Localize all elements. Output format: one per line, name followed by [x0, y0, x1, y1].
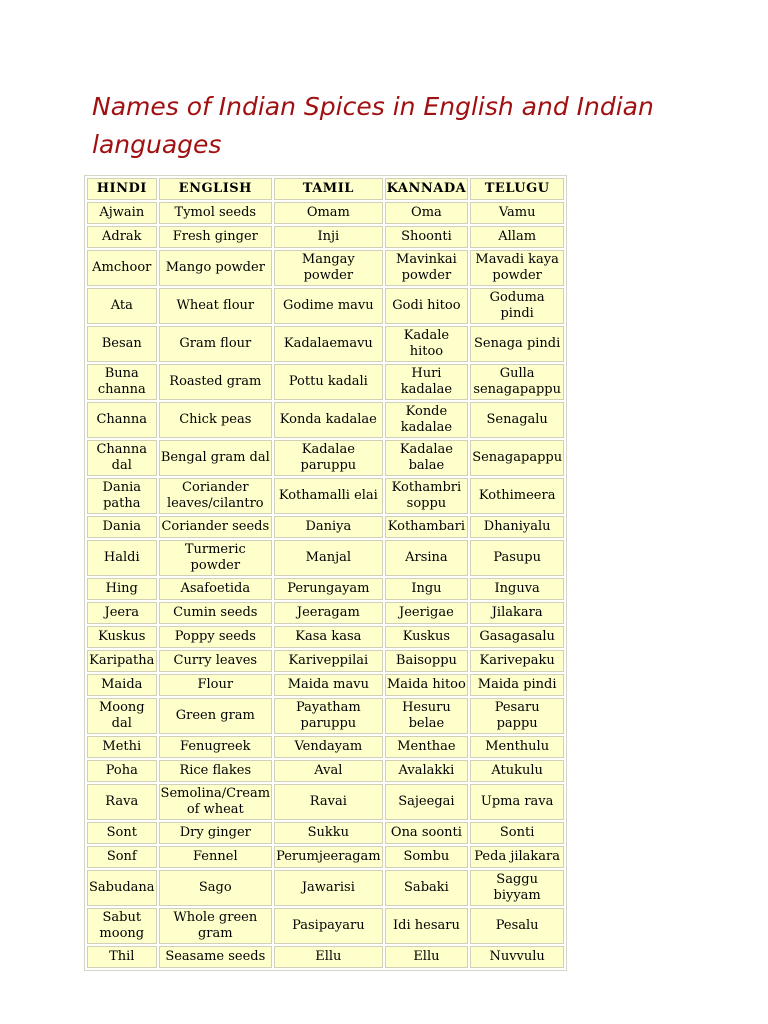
table-row — [87, 540, 564, 576]
cell-telugu: Senaga pindi — [470, 326, 564, 362]
column-header-tamil: TAMIL — [274, 178, 383, 200]
cell-tamil: Kothamalli elai — [274, 478, 383, 514]
cell-tamil: Aval — [274, 760, 383, 782]
cell-hindi: Karipatha — [87, 650, 157, 672]
cell-kannada: Huri kadalae — [385, 364, 469, 400]
cell-english: Coriander seeds — [159, 516, 273, 538]
cell-hindi: Ajwain — [87, 202, 157, 224]
cell-telugu: Pasupu — [470, 540, 564, 576]
cell-tamil: Kadalae paruppu — [274, 440, 383, 476]
cell-kannada: Kothambri soppu — [385, 478, 469, 514]
cell-kannada: Mavinkai powder — [385, 250, 469, 286]
cell-kannada: Kadale hitoo — [385, 326, 469, 362]
cell-tamil: Jeeragam — [274, 602, 383, 624]
table-row — [87, 202, 564, 224]
cell-tamil: Manjal — [274, 540, 383, 576]
column-header-kannada: KANNADA — [385, 178, 469, 200]
cell-kannada: Avalakki — [385, 760, 469, 782]
cell-telugu: Karivepaku — [470, 650, 564, 672]
cell-hindi: Methi — [87, 736, 157, 758]
column-header-english: ENGLISH — [159, 178, 273, 200]
cell-english: Flour — [159, 674, 273, 696]
cell-english: Mango powder — [159, 250, 273, 286]
cell-hindi: Sabut moong — [87, 908, 157, 944]
cell-english: Fenugreek — [159, 736, 273, 758]
cell-kannada: Sombu — [385, 846, 469, 868]
table-row — [87, 650, 564, 672]
cell-hindi: Channa — [87, 402, 157, 438]
cell-hindi: Maida — [87, 674, 157, 696]
cell-english: Turmeric powder — [159, 540, 273, 576]
cell-tamil: Pasipayaru — [274, 908, 383, 944]
cell-kannada: Hesuru belae — [385, 698, 469, 734]
cell-tamil: Ellu — [274, 946, 383, 968]
table-row — [87, 870, 564, 906]
cell-english: Coriander leaves/cilantro — [159, 478, 273, 514]
spice-names-table — [84, 175, 567, 971]
cell-hindi: Besan — [87, 326, 157, 362]
cell-kannada: Kuskus — [385, 626, 469, 648]
table-row — [87, 402, 564, 438]
cell-telugu: Senagapappu — [470, 440, 564, 476]
table-row — [87, 288, 564, 324]
cell-hindi: Thil — [87, 946, 157, 968]
cell-telugu: Kothimeera — [470, 478, 564, 514]
cell-hindi: Hing — [87, 578, 157, 600]
cell-tamil: Pottu kadali — [274, 364, 383, 400]
cell-tamil: Sukku — [274, 822, 383, 844]
cell-tamil: Omam — [274, 202, 383, 224]
table-row — [87, 784, 564, 820]
cell-english: Semolina/Cream of wheat — [159, 784, 273, 820]
cell-english: Wheat flour — [159, 288, 273, 324]
table-row — [87, 516, 564, 538]
cell-hindi: Buna channa — [87, 364, 157, 400]
cell-kannada: Sabaki — [385, 870, 469, 906]
table-row — [87, 364, 564, 400]
cell-tamil: Jawarisi — [274, 870, 383, 906]
cell-english: Tymol seeds — [159, 202, 273, 224]
cell-kannada: Idi hesaru — [385, 908, 469, 944]
cell-kannada: Konde kadalae — [385, 402, 469, 438]
cell-hindi: Rava — [87, 784, 157, 820]
cell-telugu: Upma rava — [470, 784, 564, 820]
cell-kannada: Godi hitoo — [385, 288, 469, 324]
cell-kannada: Sajeegai — [385, 784, 469, 820]
cell-kannada: Ona soonti — [385, 822, 469, 844]
cell-kannada: Ingu — [385, 578, 469, 600]
table-row — [87, 698, 564, 734]
cell-telugu: Peda jilakara — [470, 846, 564, 868]
cell-tamil: Maida mavu — [274, 674, 383, 696]
table-row — [87, 440, 564, 476]
cell-english: Chick peas — [159, 402, 273, 438]
column-header-telugu: TELUGU — [470, 178, 564, 200]
cell-english: Curry leaves — [159, 650, 273, 672]
cell-english: Rice flakes — [159, 760, 273, 782]
table-row — [87, 578, 564, 600]
cell-kannada: Kothambari — [385, 516, 469, 538]
cell-english: Poppy seeds — [159, 626, 273, 648]
cell-hindi: Jeera — [87, 602, 157, 624]
cell-telugu: Allam — [470, 226, 564, 248]
cell-telugu: Menthulu — [470, 736, 564, 758]
cell-hindi: Channa dal — [87, 440, 157, 476]
cell-tamil: Kariveppilai — [274, 650, 383, 672]
cell-english: Seasame seeds — [159, 946, 273, 968]
cell-telugu: Pesalu — [470, 908, 564, 944]
cell-kannada: Jeerigae — [385, 602, 469, 624]
cell-english: Gram flour — [159, 326, 273, 362]
cell-tamil: Godime mavu — [274, 288, 383, 324]
cell-telugu: Inguva — [470, 578, 564, 600]
cell-english: Fennel — [159, 846, 273, 868]
cell-telugu: Gulla senagapappu — [470, 364, 564, 400]
table-body — [87, 202, 564, 968]
cell-tamil: Daniya — [274, 516, 383, 538]
cell-hindi: Moong dal — [87, 698, 157, 734]
cell-english: Dry ginger — [159, 822, 273, 844]
cell-tamil: Perumjeeragam — [274, 846, 383, 868]
cell-telugu: Sonti — [470, 822, 564, 844]
cell-english: Sago — [159, 870, 273, 906]
cell-telugu: Senagalu — [470, 402, 564, 438]
cell-tamil: Kadalaemavu — [274, 326, 383, 362]
page-title: Names of Indian Spices in English and Indian languages — [92, 92, 654, 159]
cell-telugu: Maida pindi — [470, 674, 564, 696]
table-row — [87, 846, 564, 868]
cell-kannada: Arsina — [385, 540, 469, 576]
cell-english: Whole green gram — [159, 908, 273, 944]
cell-hindi: Kuskus — [87, 626, 157, 648]
table-row — [87, 946, 564, 968]
table-row — [87, 602, 564, 624]
cell-kannada: Ellu — [385, 946, 469, 968]
cell-hindi: Sonf — [87, 846, 157, 868]
cell-telugu: Nuvvulu — [470, 946, 564, 968]
cell-tamil: Inji — [274, 226, 383, 248]
cell-kannada: Oma — [385, 202, 469, 224]
cell-tamil: Perungayam — [274, 578, 383, 600]
cell-kannada: Shoonti — [385, 226, 469, 248]
table-header — [87, 178, 564, 200]
cell-english: Roasted gram — [159, 364, 273, 400]
cell-telugu: Vamu — [470, 202, 564, 224]
cell-telugu: Atukulu — [470, 760, 564, 782]
cell-tamil: Payatham paruppu — [274, 698, 383, 734]
cell-telugu: Mavadi kaya powder — [470, 250, 564, 286]
cell-hindi: Amchoor — [87, 250, 157, 286]
table-row — [87, 226, 564, 248]
cell-kannada: Maida hitoo — [385, 674, 469, 696]
cell-kannada: Baisoppu — [385, 650, 469, 672]
table-row — [87, 736, 564, 758]
cell-english: Bengal gram dal — [159, 440, 273, 476]
cell-hindi: Adrak — [87, 226, 157, 248]
table-row — [87, 908, 564, 944]
cell-hindi: Sabudana — [87, 870, 157, 906]
cell-kannada: Kadalae balae — [385, 440, 469, 476]
cell-telugu: Jilakara — [470, 602, 564, 624]
cell-tamil: Vendayam — [274, 736, 383, 758]
table-row — [87, 626, 564, 648]
cell-telugu: Pesaru pappu — [470, 698, 564, 734]
table-row — [87, 822, 564, 844]
cell-telugu: Saggu biyyam — [470, 870, 564, 906]
cell-tamil: Konda kadalae — [274, 402, 383, 438]
table-row — [87, 674, 564, 696]
cell-english: Asafoetida — [159, 578, 273, 600]
cell-english: Cumin seeds — [159, 602, 273, 624]
cell-hindi: Haldi — [87, 540, 157, 576]
cell-english: Green gram — [159, 698, 273, 734]
cell-tamil: Ravai — [274, 784, 383, 820]
table-header-row — [87, 178, 564, 200]
cell-hindi: Sont — [87, 822, 157, 844]
table-row — [87, 250, 564, 286]
cell-kannada: Menthae — [385, 736, 469, 758]
cell-tamil: Mangay powder — [274, 250, 383, 286]
table-row — [87, 478, 564, 514]
cell-hindi: Poha — [87, 760, 157, 782]
cell-hindi: Dania patha — [87, 478, 157, 514]
cell-telugu: Gasagasalu — [470, 626, 564, 648]
table-row — [87, 760, 564, 782]
column-header-hindi: HINDI — [87, 178, 157, 200]
cell-telugu: Goduma pindi — [470, 288, 564, 324]
cell-telugu: Dhaniyalu — [470, 516, 564, 538]
cell-hindi: Dania — [87, 516, 157, 538]
cell-tamil: Kasa kasa — [274, 626, 383, 648]
cell-english: Fresh ginger — [159, 226, 273, 248]
cell-hindi: Ata — [87, 288, 157, 324]
table-row — [87, 326, 564, 362]
